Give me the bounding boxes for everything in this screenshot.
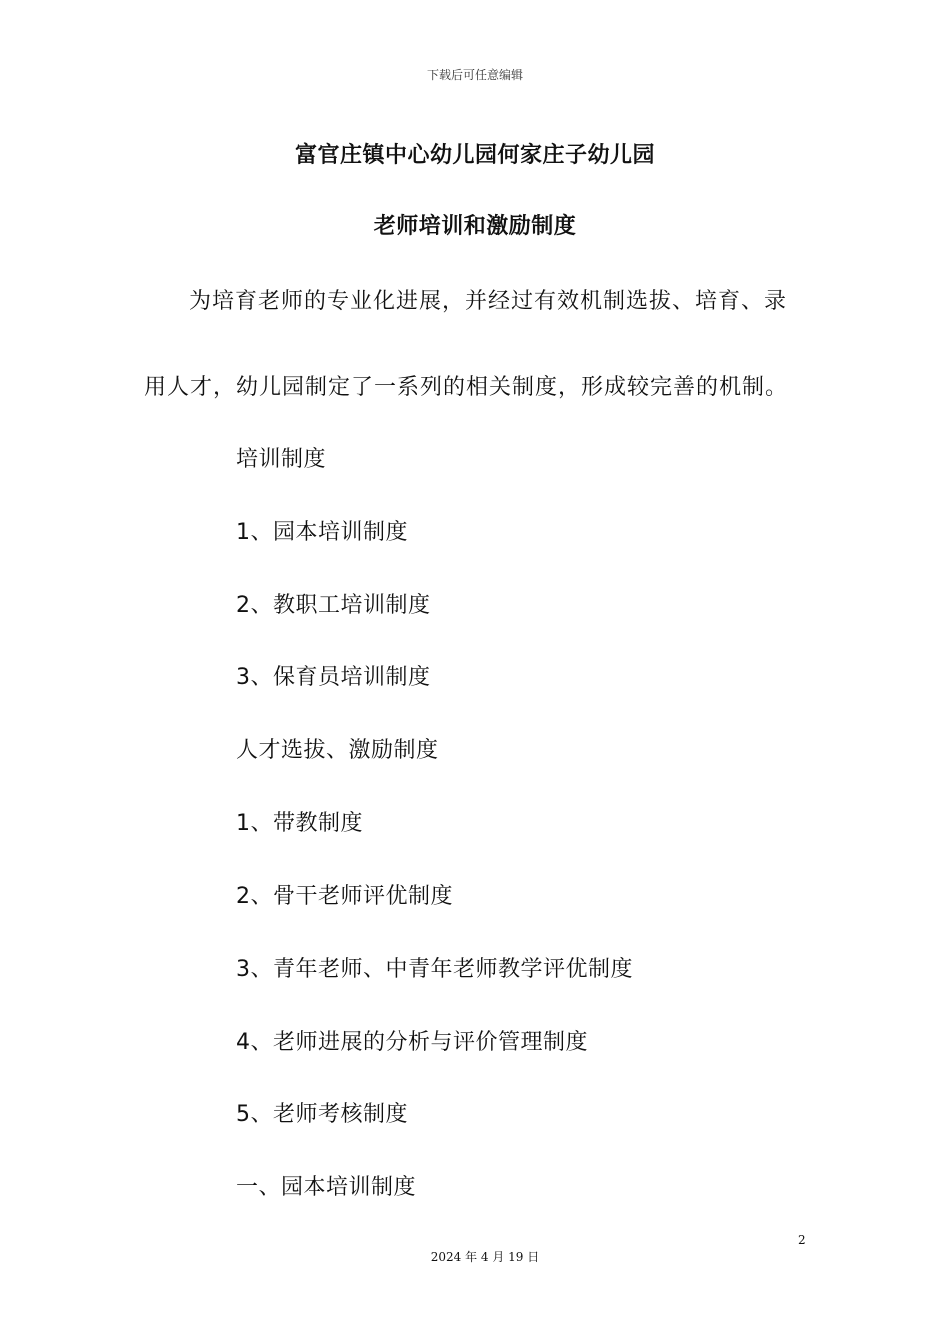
intro-paragraph-line-2: 用人才，幼儿园制定了一系列的相关制度，形成较完善的机制。 [144, 375, 789, 400]
intro-paragraph-line-1: 为培育老师的专业化进展，并经过有效机制选拔、培育、录 [189, 289, 788, 314]
section-heading-talent: 人才选拔、激励制度 [236, 738, 439, 763]
list-item: 3、保育员培训制度 [236, 665, 431, 690]
section-heading-garden-training: 一、园本培训制度 [236, 1175, 417, 1200]
list-item: 2、教职工培训制度 [236, 593, 431, 618]
page-header-note: 下载后可任意编辑 [426, 68, 523, 82]
document-title: 富官庄镇中心幼儿园何家庄子幼儿园 [294, 143, 655, 168]
list-item: 1、园本培训制度 [236, 520, 408, 545]
section-heading-training: 培训制度 [236, 447, 327, 472]
page-number: 2 [798, 1233, 806, 1247]
document-subtitle: 老师培训和激励制度 [373, 214, 577, 239]
list-item: 2、骨干老师评优制度 [236, 884, 453, 909]
list-item: 3、青年老师、中青年老师教学评优制度 [236, 957, 633, 982]
list-item: 4、老师进展的分析与评价管理制度 [236, 1030, 588, 1055]
list-item: 5、老师考核制度 [236, 1102, 408, 1127]
page-footer-date: 2024 年 4 月 19 日 [430, 1250, 540, 1264]
list-item: 1、带教制度 [236, 811, 363, 836]
